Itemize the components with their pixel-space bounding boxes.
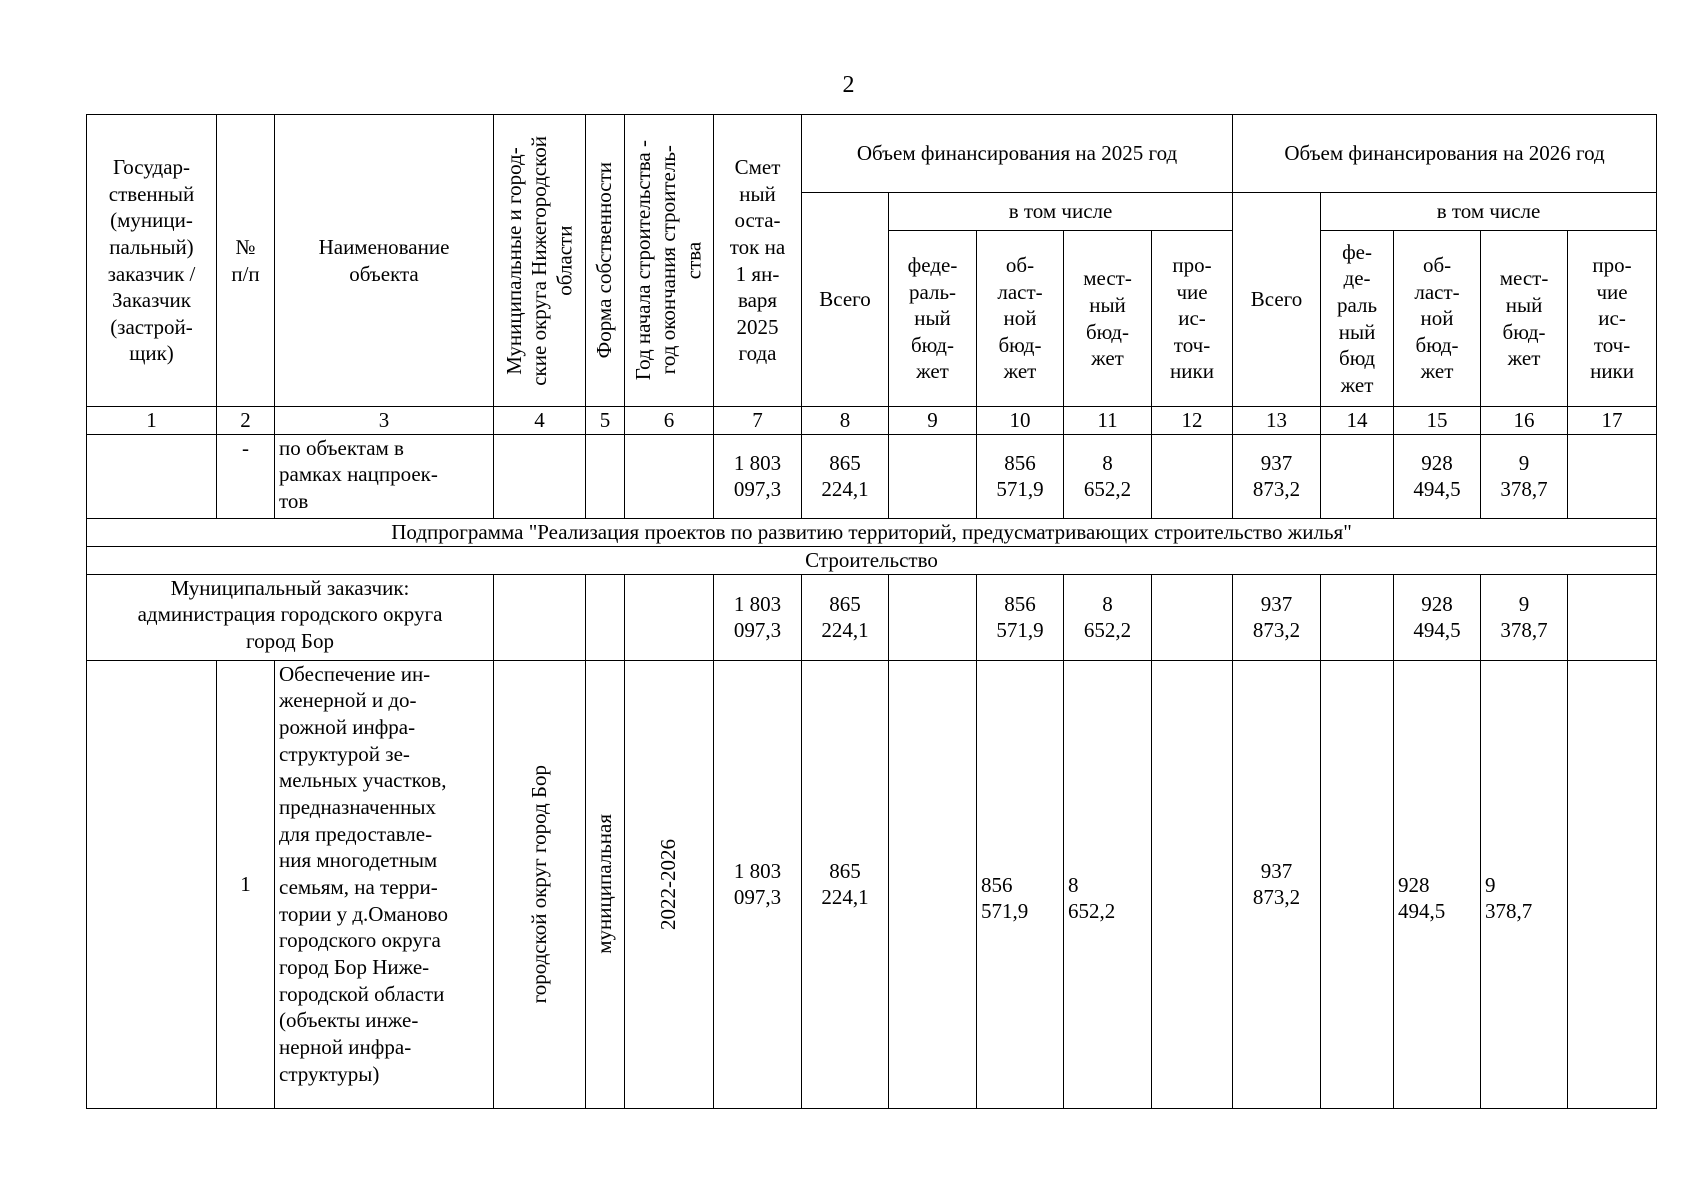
col-number: 8 [802,407,889,435]
natproj-remainder: 1 803 097,3 [714,434,802,518]
object-local-2026: 9 378,7 [1481,660,1568,1108]
col-number: 11 [1064,407,1152,435]
customer-remainder: 1 803 097,3 [714,574,802,660]
header-name: Наименование объекта [275,115,494,407]
object-other-2025 [1152,660,1233,1108]
header-other-2026: про- чие ис- точ- ники [1568,231,1657,407]
object-reg-2025: 856 571,9 [977,660,1064,1108]
col-number: 15 [1394,407,1481,435]
natproj-ownership [586,434,625,518]
natproj-total-2025: 865 224,1 [802,434,889,518]
customer-reg-2026: 928 494,5 [1394,574,1481,660]
col-number: 14 [1321,407,1394,435]
natproj-reg-2025: 856 571,9 [977,434,1064,518]
customer-total-2026: 937 873,2 [1233,574,1321,660]
customer-row [87,574,1657,660]
natproj-num: - [217,434,275,518]
object-name: Обеспечение ин- женерной и до- рожной инфра- структурой зе- мельных участков, предназначенных для предоставле- ния многодетным семьям, на терри- тории у д.Оманово городского округа город Бор Ниже- городской области (объекты инже- нерной инфра- структуры) [275,660,494,1108]
page-number: 2 [842,72,855,98]
header-total-2026: Всего [1233,193,1321,407]
header-remainder: Смет ный оста- ток на 1 ян- варя 2025 года [714,115,802,407]
col-number: 2 [217,407,275,435]
col-number: 16 [1481,407,1568,435]
col-number: 4 [494,407,586,435]
object-ownership [586,660,625,1108]
header-incl-2026: в том числе [1321,193,1657,231]
header-ownership [586,115,625,407]
header-other-2025: про- чие ис- точ- ники [1152,231,1233,407]
col-number: 7 [714,407,802,435]
subprogram-row [87,518,1657,546]
customer-local-2026: 9 378,7 [1481,574,1568,660]
section-title: Строительство [87,546,1657,574]
col-number: 5 [586,407,625,435]
natproj-other-2025 [1152,434,1233,518]
col-number: 3 [275,407,494,435]
natproj-fed-2026 [1321,434,1394,518]
object-other-2026 [1568,660,1657,1108]
object-ownership-text: муниципальная [592,814,617,955]
customer-other-2025 [1152,574,1233,660]
object-row [87,660,1657,1108]
header-fin2026: Объем финансирования на 2026 год [1233,115,1657,193]
section-row [87,546,1657,574]
natproj-row [87,434,1657,518]
object-municipal-text: городской округ город Бор [526,764,551,1004]
header-municipal [494,115,586,407]
header-municipal-text: Муниципальные и город- ские округа Нижегородской области [501,135,577,386]
natproj-fed-2025 [889,434,977,518]
header-reg-2025: об- ласт- ной бюд- жет [977,231,1064,407]
header-fin2025: Объем финансирования на 2025 год [802,115,1233,193]
object-years-text: 2022-2026 [656,838,681,930]
header-total-2025: Всего [802,193,889,407]
customer-reg-2025: 856 571,9 [977,574,1064,660]
header-fed-2025: феде- раль- ный бюд- жет [889,231,977,407]
customer-local-2025: 8 652,2 [1064,574,1152,660]
header-customer: Государ- ственный (муници- пальный) заказчик / Заказчик (застрой- щик) [87,115,217,407]
natproj-customer [87,434,217,518]
header-reg-2026: об- ласт- ной бюд- жет [1394,231,1481,407]
header-years-text: Год начала строительства - год окончания строитель- ства [631,140,706,381]
column-numbers-row [87,407,1657,435]
object-reg-2026: 928 494,5 [1394,660,1481,1108]
object-local-2025: 8 652,2 [1064,660,1152,1108]
customer-total-2025: 865 224,1 [802,574,889,660]
object-fed-2025 [889,660,977,1108]
object-municipal [494,660,586,1108]
col-number: 10 [977,407,1064,435]
col-number: 17 [1568,407,1657,435]
natproj-name: по объектам в рамках нацпроек- тов [275,434,494,518]
header-num: № п/п [217,115,275,407]
col-number: 13 [1233,407,1321,435]
customer-years [625,574,714,660]
object-remainder: 1 803 097,3 [714,660,802,1108]
object-customer [87,660,217,1108]
customer-municipal [494,574,586,660]
object-total-2025: 865 224,1 [802,660,889,1108]
header-years [625,115,714,407]
natproj-years [625,434,714,518]
natproj-total-2026: 937 873,2 [1233,434,1321,518]
natproj-reg-2026: 928 494,5 [1394,434,1481,518]
customer-fed-2025 [889,574,977,660]
col-number: 9 [889,407,977,435]
natproj-local-2025: 8 652,2 [1064,434,1152,518]
header-ownership-text: Форма собственности [592,162,617,359]
customer-fed-2026 [1321,574,1394,660]
col-number: 1 [87,407,217,435]
header-fed-2026: фе- де- раль ный бюд жет [1321,231,1394,407]
header-row-1 [87,115,1657,193]
customer-other-2026 [1568,574,1657,660]
object-num: 1 [217,660,275,1108]
header-incl-2025: в том числе [889,193,1233,231]
object-total-2026: 937 873,2 [1233,660,1321,1108]
customer-label: Муниципальный заказчик: администрация городского округа город Бор [87,574,494,660]
col-number: 6 [625,407,714,435]
financing-table [86,114,1657,1109]
natproj-local-2026: 9 378,7 [1481,434,1568,518]
subprogram-title: Подпрограмма "Реализация проектов по развитию территорий, предусматривающих строительство жилья" [87,518,1657,546]
natproj-municipal [494,434,586,518]
object-fed-2026 [1321,660,1394,1108]
col-number: 12 [1152,407,1233,435]
header-local-2025: мест- ный бюд- жет [1064,231,1152,407]
customer-ownership [586,574,625,660]
natproj-other-2026 [1568,434,1657,518]
object-years [625,660,714,1108]
header-local-2026: мест- ный бюд- жет [1481,231,1568,407]
